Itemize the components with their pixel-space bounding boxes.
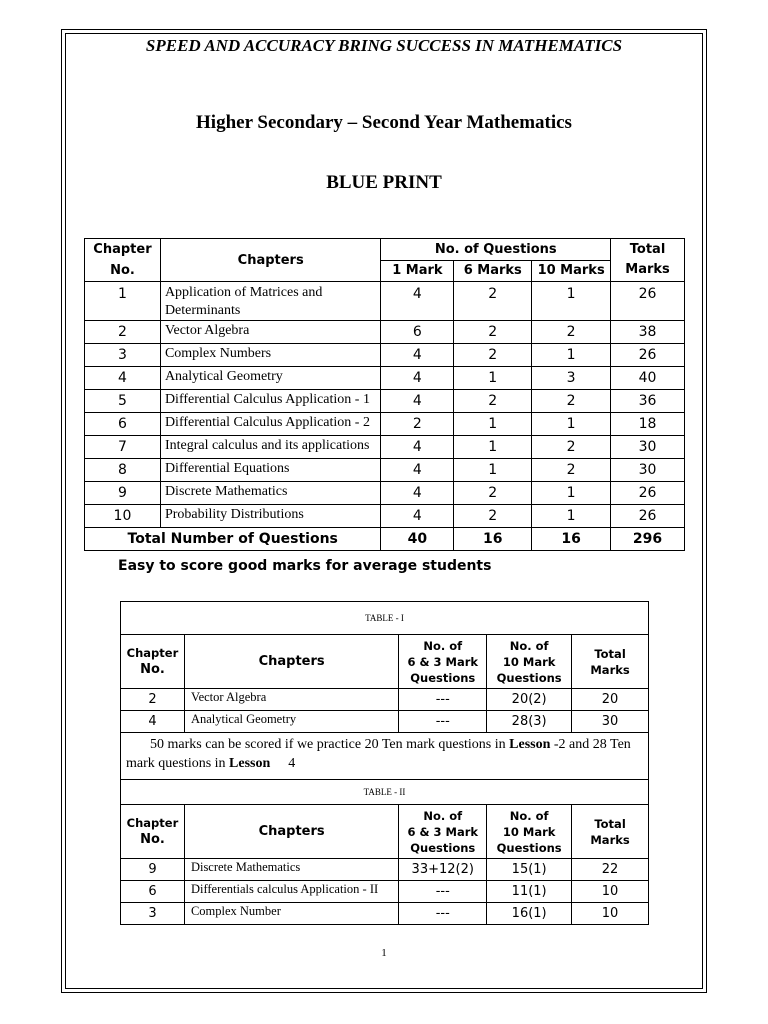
score-tables — [120, 601, 649, 925]
table-row: 2 Vector Algebra --- 20(2) 20 — [121, 689, 649, 711]
table2-caption: TABLE - II — [121, 780, 649, 805]
table-row: 5 Differential Calculus Application - 1 4 2 2 36 — [85, 390, 685, 413]
table1-note: 50 marks can be scored if we practice 20 Ten mark questions in Lesson -2 and 28 Ten mark questions in Lesson 4 — [121, 733, 649, 780]
t2-header-chapters: Chapters — [184, 805, 398, 859]
t1-header-q63: No. of 6 & 3 Mark Questions — [399, 635, 487, 689]
table1-caption: TABLE - I — [121, 602, 649, 635]
header-chapter-no: Chapter No. — [85, 239, 161, 282]
slogan: SPEED AND ACCURACY BRING SUCCESS IN MATHEMATICS — [145, 36, 623, 55]
t2-header-q63: No. of 6 & 3 Mark Questions — [399, 805, 487, 859]
table-row: 4 Analytical Geometry --- 28(3) 30 — [121, 711, 649, 733]
page-subtitle: BLUE PRINT — [326, 172, 442, 193]
total-row: Total Number of Questions 40 16 16 296 — [85, 528, 685, 551]
header-total-marks: Total Marks — [611, 239, 685, 282]
t2-header-q10: No. of 10 Mark Questions — [487, 805, 572, 859]
header-no-of-questions: No. of Questions — [381, 239, 611, 261]
table-row: 9 Discrete Mathematics 4 2 1 26 — [85, 482, 685, 505]
table-row: 4 Analytical Geometry 4 1 3 40 — [85, 367, 685, 390]
header-6-marks: 6 Marks — [454, 260, 532, 282]
table-row: 3 Complex Numbers 4 2 1 26 — [85, 344, 685, 367]
table-row: 7 Integral calculus and its applications 4 1 2 30 — [85, 436, 685, 459]
t1-header-chapter-no: Chapter No. — [121, 635, 185, 689]
header-1-mark: 1 Mark — [381, 260, 454, 282]
blueprint-table — [84, 238, 685, 551]
table-row: 1 Application of Matrices and Determinants 4 2 1 26 — [85, 282, 685, 321]
table-row: 10 Probability Distributions 4 2 1 26 — [85, 505, 685, 528]
note-text: Easy to score good marks for average students — [118, 558, 492, 574]
t1-header-q10: No. of 10 Mark Questions — [487, 635, 572, 689]
header-10-marks: 10 Marks — [532, 260, 611, 282]
page-title: Higher Secondary – Second Year Mathematics — [196, 112, 572, 133]
t2-header-chapter-no: Chapter No. — [121, 805, 185, 859]
table-row: 2 Vector Algebra 6 2 2 38 — [85, 321, 685, 344]
header-chapters: Chapters — [160, 239, 381, 282]
t2-header-total: Total Marks — [572, 805, 649, 859]
page-number: 1 — [381, 947, 387, 959]
table-row: 9 Discrete Mathematics 33+12(2) 15(1) 22 — [121, 859, 649, 881]
table-row: 8 Differential Equations 4 1 2 30 — [85, 459, 685, 482]
t1-header-total: Total Marks — [572, 635, 649, 689]
table-row: 3 Complex Number --- 16(1) 10 — [121, 903, 649, 925]
table-row: 6 Differential Calculus Application - 2 2 1 1 18 — [85, 413, 685, 436]
t1-header-chapters: Chapters — [184, 635, 398, 689]
table-row: 6 Differentials calculus Application - II --- 11(1) 10 — [121, 881, 649, 903]
